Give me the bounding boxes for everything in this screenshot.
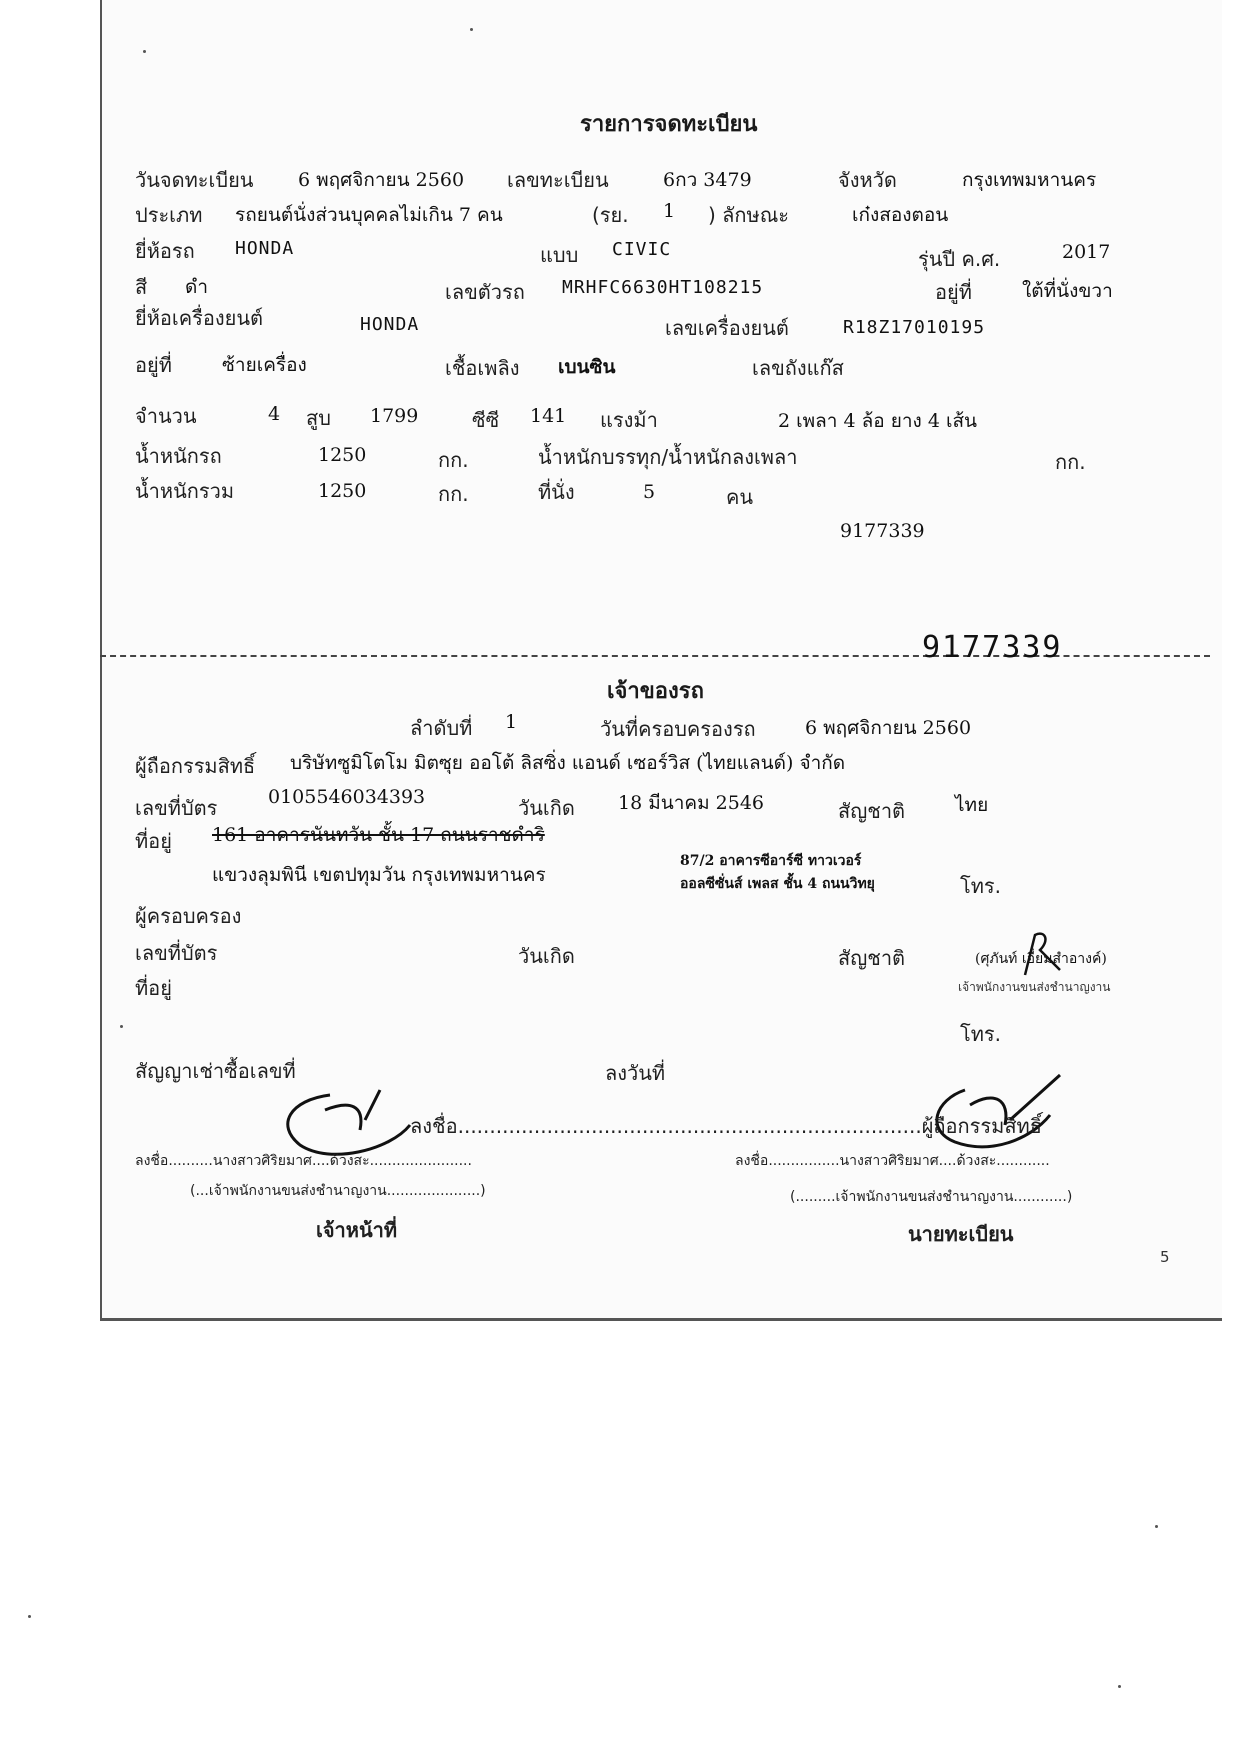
owner-tel-label: โทร. (960, 874, 1002, 898)
seats-label: ที่นั่ง (538, 480, 575, 504)
reg-date-value: 6 พฤศจิกายน 2560 (298, 169, 465, 191)
year-value: 2017 (1062, 241, 1111, 263)
owner-address-label: ที่อยู่ (135, 829, 172, 853)
type-label: ประเภท (135, 203, 203, 227)
cylinders-label: จำนวน (135, 404, 197, 428)
color-label: สี (135, 275, 148, 299)
registrar-sign-line: ลงชื่อ................นางสาวศิริยมาศ....ด้วงสะ............ (735, 1153, 1050, 1169)
officer-title-line: (...เจ้าพนักงานขนส่งชำนาญงาน.....................) (190, 1183, 486, 1199)
registrar-role: นายทะเบียน (908, 1222, 1014, 1246)
holder-label: ผู้ถือกรรมสิทธิ์ (135, 754, 256, 778)
scan-speck (143, 50, 146, 53)
page-title: รายการจดทะเบียน (580, 112, 758, 137)
vin-label: เลขตัวรถ (445, 280, 525, 304)
order-value: 1 (505, 711, 518, 733)
engine-brand-label: ยี่ห้อเครื่องยนต์ (135, 306, 264, 330)
owner-nationality-value: ไทย (955, 794, 989, 816)
possession-date-value: 6 พฤศจิกายน 2560 (805, 717, 972, 739)
engine-brand-value: HONDA (360, 314, 420, 335)
gross-weight-label: น้ำหนักรวม (135, 479, 235, 503)
ry-number: 1 (663, 200, 676, 222)
scan-speck (470, 28, 473, 31)
vin-location-value: ใต้ที่นั่งขวา (1022, 280, 1113, 302)
officer-sign-line: ลงชื่อ..........นางสาวศิริยมาศ....ด้วงสะ....................... (135, 1153, 472, 1169)
weight-label: น้ำหนักรถ (135, 444, 222, 468)
owner-address-new-2: ออลซีซั่นส์ เพลส ชั้น 4 ถนนวิทยุ (680, 876, 875, 892)
possessor-nationality-label: สัญชาติ (838, 946, 906, 970)
serial-number-large: 9177339 (922, 630, 1063, 665)
load-label: น้ำหนักบรรทุก/น้ำหนักลงเพลา (538, 445, 798, 469)
fuel-value: เบนซิน (558, 356, 616, 378)
possessor-birth-label: วันเกิด (518, 944, 575, 968)
plate-value: 6กว 3479 (663, 169, 752, 191)
gas-tank-label: เลขถังแก๊ส (752, 356, 844, 380)
weight-value: 1250 (318, 444, 367, 466)
engine-location-label: อยู่ที่ (135, 353, 172, 377)
ry-open: (รย. (592, 203, 629, 227)
plate-label: เลขทะเบียน (507, 168, 609, 192)
possessor-tel-label: โทร. (960, 1022, 1002, 1046)
year-label: รุ่นปี ค.ศ. (918, 247, 1001, 271)
body-style-value: เก๋งสองตอน (852, 204, 949, 226)
cc-unit: ซีซี (472, 408, 500, 432)
possessor-label: ผู้ครอบครอง (135, 904, 242, 928)
scan-speck (28, 1615, 31, 1618)
order-label: ลำดับที่ (410, 716, 473, 740)
model-value: CIVIC (612, 239, 672, 260)
scan-speck (1118, 1685, 1121, 1688)
contract-label: สัญญาเช่าซื้อเลขที่ (135, 1059, 296, 1083)
gross-weight-value: 1250 (318, 480, 367, 502)
axles-wheels-value: 2 เพลา 4 ล้อ ยาง 4 เส้น (778, 410, 978, 432)
color-value: ดำ (185, 276, 209, 298)
seats-value: 5 (643, 481, 656, 503)
vin-value: MRHFC6630HT108215 (562, 277, 764, 298)
reg-date-label: วันจดทะเบียน (135, 168, 254, 192)
contract-date-label: ลงวันที่ (605, 1061, 666, 1085)
gross-weight-unit: กก. (438, 482, 469, 506)
page-number-bottom: 5 (1160, 1248, 1170, 1266)
province-label: จังหวัด (838, 168, 897, 192)
engine-no-value: R18Z17010195 (843, 317, 986, 338)
owner-birth-label: วันเกิด (518, 796, 575, 820)
cylinders-value: 4 (268, 403, 281, 425)
seats-unit: คน (726, 485, 754, 509)
cylinders-unit: สูบ (306, 406, 331, 430)
brand-value: HONDA (235, 238, 295, 259)
possessor-address-label: ที่อยู่ (135, 976, 172, 1000)
owner-id-label: เลขที่บัตร (135, 796, 218, 820)
cc-value: 1799 (370, 405, 419, 427)
owner-nationality-label: สัญชาติ (838, 799, 906, 823)
weight-unit: กก. (438, 448, 469, 472)
body-style-label: ) ลักษณะ (708, 203, 790, 227)
hp-value: 141 (530, 405, 567, 427)
scan-speck (1155, 1525, 1158, 1528)
stamp-signature (1015, 925, 1075, 985)
owner-id-value: 0105546034393 (268, 786, 426, 808)
owner-address-old: 161 อาคารนันทวัน ชั้น 17 ถนนราชดำริ (212, 824, 545, 846)
engine-location-value: ซ้ายเครื่อง (222, 354, 307, 376)
holder-sign-line: ลงชื่อ.........................................................................ผู้ถือกรรมสิทธิ์ (410, 1114, 1042, 1138)
brand-label: ยี่ห้อรถ (135, 239, 195, 263)
officer-role: เจ้าหน้าที่ (316, 1218, 398, 1242)
possessor-id-label: เลขที่บัตร (135, 941, 218, 965)
stamp-name: (ศุภันท์ เอี่ยมสำอางค์) (975, 951, 1107, 967)
vin-location-label: อยู่ที่ (935, 280, 972, 304)
type-value: รถยนต์นั่งส่วนบุคคลไม่เกิน 7 คน (235, 204, 503, 226)
load-unit: กก. (1055, 450, 1086, 474)
fuel-label: เชื้อเพลิง (445, 356, 520, 380)
owner-section-title: เจ้าของรถ (607, 679, 704, 704)
engine-no-label: เลขเครื่องยนต์ (665, 316, 789, 340)
serial-number: 9177339 (840, 520, 925, 542)
hp-unit: แรงม้า (600, 408, 658, 432)
owner-address-line2: แขวงลุมพินี เขตปทุมวัน กรุงเทพมหานคร (212, 864, 546, 886)
model-label: แบบ (540, 243, 579, 267)
registrar-title-line: (.........เจ้าพนักงานขนส่งชำนาญงาน............) (790, 1189, 1073, 1205)
possession-date-label: วันที่ครอบครองรถ (600, 717, 756, 741)
province-value: กรุงเทพมหานคร (962, 169, 1097, 191)
stamp-title: เจ้าพนักงานขนส่งชำนาญงาน (958, 980, 1111, 994)
owner-address-new-1: 87/2 อาคารซีอาร์ซี ทาวเวอร์ (680, 853, 862, 869)
scan-speck (120, 1025, 123, 1028)
holder-value: บริษัทซูมิโตโม มิตซุย ออโต้ ลิสซิ่ง แอนด์ เซอร์วิส (ไทยแลนด์) จำกัด (290, 752, 846, 774)
owner-birth-value: 18 มีนาคม 2546 (618, 792, 765, 814)
